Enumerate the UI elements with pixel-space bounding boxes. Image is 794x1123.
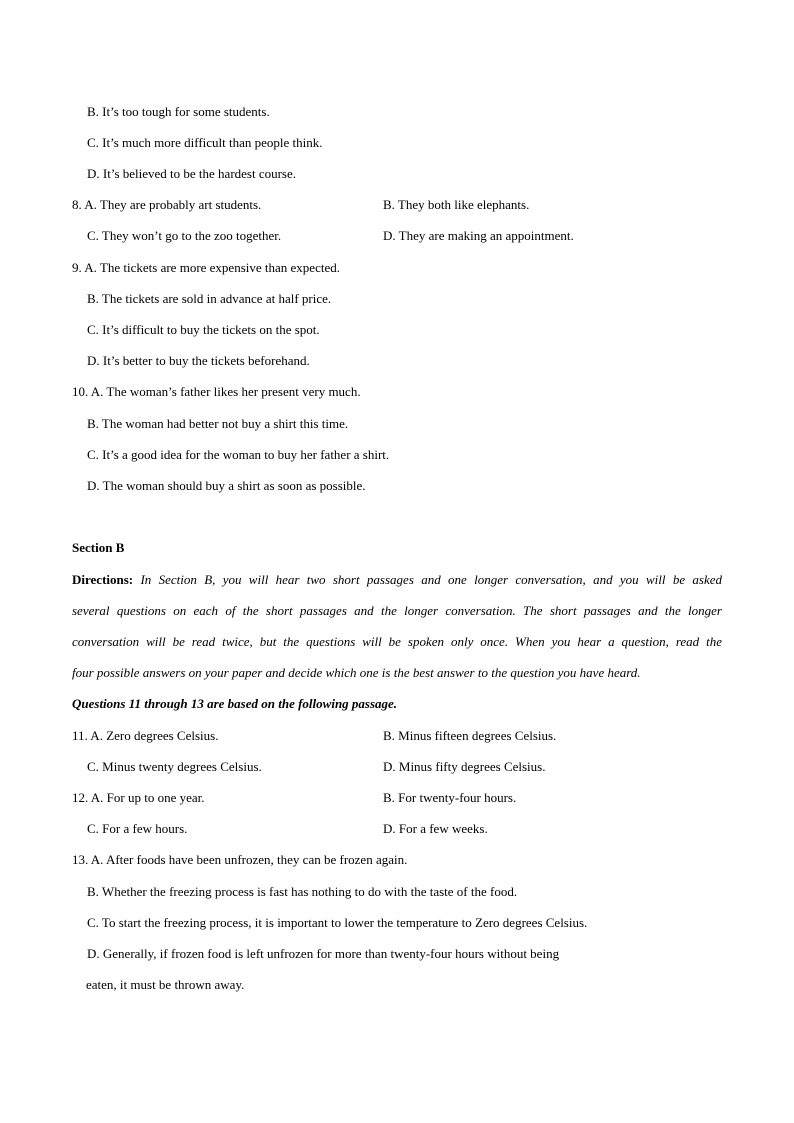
passage-heading: Questions 11 through 13 are based on the following passage. [72,696,398,711]
q13-option-c: C. To start the freezing process, it is important to lower the temperature to Zero degrees Celsius. [87,915,588,930]
directions-text-1: In Section B, you will hear two short passages and one longer conversation, and you will be asked [140,572,723,587]
q13-option-a: 13. A. After foods have been unfrozen, they can be frozen again. [72,852,408,867]
section-b-title: Section B [72,540,125,555]
section-b-directions [72,564,722,688]
q9-option-a: 9. A. The tickets are more expensive than expected. [72,260,340,275]
q7-option-c: C. It’s much more difficult than people think. [87,135,323,150]
q12-option-b: B. For twenty-four hours. [383,790,517,805]
directions-label: Directions: [72,572,134,587]
q7-option-d: D. It’s believed to be the hardest course. [87,166,297,181]
directions-line-4: four possible answers on your paper and decide which one is the best answer to the question you have heard. [72,665,641,680]
q10-option-a: 10. A. The woman’s father likes her present very much. [72,384,361,399]
directions-line-2: several questions on each of the short passages and the longer conversation. The short passages and the longer [72,603,722,618]
q9-option-c: C. It’s difficult to buy the tickets on the spot. [87,322,320,337]
q13-option-b: B. Whether the freezing process is fast has nothing to do with the taste of the food. [87,884,518,899]
q7-option-b: B. It’s too tough for some students. [87,104,270,119]
q10-option-d: D. The woman should buy a shirt as soon as possible. [87,478,366,493]
q8-option-b: B. They both like elephants. [383,197,530,212]
q8-option-a: 8. A. They are probably art students. [72,197,262,212]
q10-option-b: B. The woman had better not buy a shirt this time. [87,416,349,431]
q12-option-c: C. For a few hours. [87,821,188,836]
directions-line-1 [72,564,722,595]
q13-option-d-continued: eaten, it must be thrown away. [86,977,245,992]
directions-line-3: conversation will be read twice, but the questions will be spoken only once. When you hear a question, read the [72,634,722,649]
q11-option-a: 11. A. Zero degrees Celsius. [72,728,219,743]
q13-option-d: D. Generally, if frozen food is left unfrozen for more than twenty-four hours without being [87,946,560,961]
q9-option-d: D. It’s better to buy the tickets beforehand. [87,353,310,368]
q12-option-a: 12. A. For up to one year. [72,790,205,805]
q8-option-d: D. They are making an appointment. [383,228,574,243]
q11-option-d: D. Minus fifty degrees Celsius. [383,759,546,774]
q10-option-c: C. It’s a good idea for the woman to buy her father a shirt. [87,447,390,462]
q9-option-b: B. The tickets are sold in advance at half price. [87,291,332,306]
q11-option-c: C. Minus twenty degrees Celsius. [87,759,262,774]
q12-option-d: D. For a few weeks. [383,821,488,836]
q11-option-b: B. Minus fifteen degrees Celsius. [383,728,557,743]
q8-option-c: C. They won’t go to the zoo together. [87,228,282,243]
